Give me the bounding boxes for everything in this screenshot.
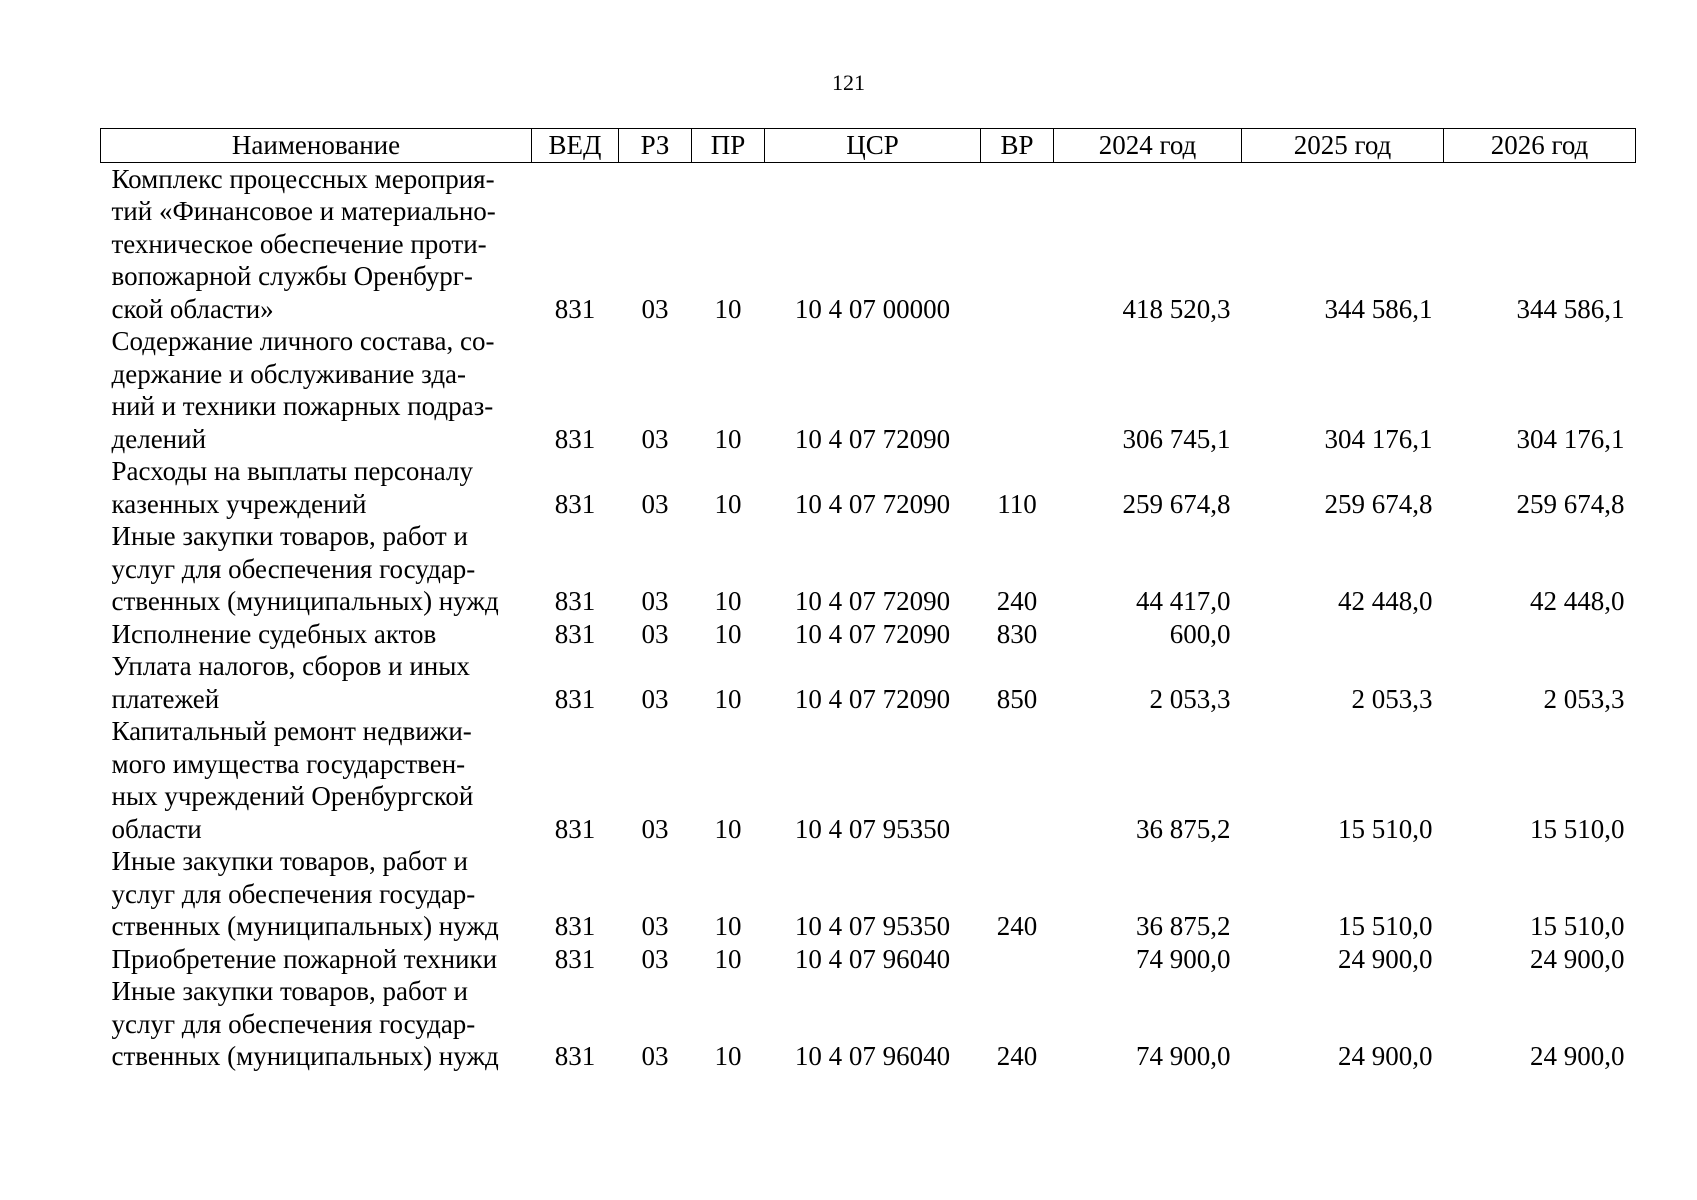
cell-2025: 344 586,1 bbox=[1324, 293, 1433, 324]
cell-ved: 831 bbox=[554, 683, 596, 714]
cell-name bbox=[101, 618, 532, 651]
cell-csr: 10 4 07 95350 bbox=[794, 813, 951, 844]
cell-2025: 24 900,0 bbox=[1338, 943, 1433, 974]
cell-2024: 74 900,0 bbox=[1136, 943, 1231, 974]
cell-rz: 03 bbox=[641, 943, 669, 974]
cell-name-line: держание и обслуживание зда- bbox=[111, 358, 467, 389]
cell-2026: 24 900,0 bbox=[1530, 943, 1625, 974]
cell-name-line: мого имущества государствен- bbox=[111, 748, 466, 779]
header-vr: ВР bbox=[981, 129, 1054, 163]
cell-vr: 850 bbox=[996, 683, 1038, 714]
cell-name bbox=[101, 455, 532, 520]
cell-2024: 259 674,8 bbox=[1122, 488, 1231, 519]
table-header-row bbox=[101, 129, 1636, 163]
cell-vr: 240 bbox=[996, 586, 1038, 616]
cell-2025: 2 053,3 bbox=[1351, 683, 1433, 714]
cell-name bbox=[101, 975, 532, 1073]
cell-pr: 10 bbox=[714, 423, 742, 454]
cell-name-line: ных учреждений Оренбургской bbox=[111, 781, 474, 811]
cell-2026 bbox=[1444, 618, 1636, 651]
cell-ved: 831 bbox=[554, 1041, 596, 1071]
cell-name-line: услуг для обеспечения государ- bbox=[111, 553, 476, 584]
cell-name bbox=[101, 845, 532, 943]
cell-name-line: Приобретение пожарной техники bbox=[111, 943, 498, 974]
cell-pr: 10 bbox=[714, 683, 742, 714]
table-row bbox=[101, 618, 1636, 651]
table-row bbox=[101, 975, 1636, 1073]
cell-name-line: Иные закупки товаров, работ и bbox=[111, 846, 468, 876]
cell-2024: 600,0 bbox=[1169, 618, 1231, 649]
cell-name bbox=[101, 520, 532, 618]
cell-csr: 10 4 07 72090 bbox=[794, 423, 951, 454]
cell-rz: 03 bbox=[641, 293, 669, 324]
cell-pr: 10 bbox=[714, 813, 742, 844]
cell-2025: 24 900,0 bbox=[1338, 1041, 1433, 1071]
table-body bbox=[101, 162, 1636, 1073]
cell-2024: 306 745,1 bbox=[1122, 423, 1231, 454]
header-pr: ПР bbox=[692, 129, 765, 163]
cell-2025: 304 176,1 bbox=[1324, 423, 1433, 454]
cell-csr: 10 4 07 96040 bbox=[794, 1041, 951, 1071]
cell-2024: 36 875,2 bbox=[1136, 813, 1231, 844]
cell-csr: 10 4 07 72090 bbox=[794, 683, 951, 714]
cell-vr bbox=[981, 325, 1054, 455]
cell-vr: 110 bbox=[997, 488, 1037, 519]
cell-2025 bbox=[1242, 618, 1444, 651]
cell-2026: 304 176,1 bbox=[1516, 423, 1625, 454]
cell-name bbox=[101, 943, 532, 976]
cell-rz: 03 bbox=[641, 488, 669, 519]
cell-rz: 03 bbox=[641, 586, 669, 616]
cell-ved: 831 bbox=[554, 943, 596, 974]
cell-vr bbox=[981, 162, 1054, 325]
cell-pr: 10 bbox=[714, 1041, 742, 1071]
cell-rz: 03 bbox=[641, 618, 669, 649]
cell-rz: 03 bbox=[641, 911, 669, 941]
cell-rz: 03 bbox=[641, 1041, 669, 1071]
cell-ved: 831 bbox=[554, 618, 596, 649]
cell-name-line: области bbox=[111, 813, 202, 844]
cell-name-line: услуг для обеспечения государ- bbox=[111, 1008, 476, 1039]
cell-ved: 831 bbox=[554, 488, 596, 519]
cell-name-line: Комплекс процессных мероприя- bbox=[111, 163, 495, 194]
cell-2024: 418 520,3 bbox=[1122, 293, 1231, 324]
cell-name-line: Содержание личного состава, со- bbox=[111, 326, 495, 356]
cell-pr: 10 bbox=[714, 488, 742, 519]
cell-rz: 03 bbox=[641, 423, 669, 454]
cell-name-line: Иные закупки товаров, работ и bbox=[111, 976, 468, 1006]
cell-name-line: ской области» bbox=[111, 293, 274, 324]
cell-2026: 2 053,3 bbox=[1543, 683, 1625, 714]
cell-ved: 831 bbox=[554, 586, 596, 616]
cell-2024: 44 417,0 bbox=[1136, 586, 1231, 616]
cell-csr: 10 4 07 72090 bbox=[794, 618, 951, 649]
table-row bbox=[101, 325, 1636, 455]
cell-name-line: техническое обеспечение проти- bbox=[111, 228, 487, 259]
cell-2025: 42 448,0 bbox=[1338, 586, 1433, 616]
cell-pr: 10 bbox=[714, 911, 742, 941]
budget-table bbox=[100, 128, 1636, 1073]
table-row bbox=[101, 715, 1636, 845]
cell-pr: 10 bbox=[714, 618, 742, 649]
cell-pr: 10 bbox=[714, 586, 742, 616]
cell-csr: 10 4 07 95350 bbox=[794, 911, 951, 941]
cell-name-line: ственных (муниципальных) нужд bbox=[111, 911, 499, 941]
cell-name-line: Капитальный ремонт недвижи- bbox=[111, 716, 472, 746]
table-row bbox=[101, 943, 1636, 976]
cell-name-line: ний и техники пожарных подраз- bbox=[111, 391, 494, 421]
cell-csr: 10 4 07 72090 bbox=[794, 586, 951, 616]
cell-name-line: вопожарной службы Оренбург- bbox=[111, 261, 473, 291]
cell-pr: 10 bbox=[714, 293, 742, 324]
table-row bbox=[101, 845, 1636, 943]
cell-vr: 240 bbox=[996, 1041, 1038, 1071]
cell-vr bbox=[981, 943, 1054, 976]
cell-name-line: делений bbox=[111, 423, 207, 454]
cell-name bbox=[101, 325, 532, 455]
header-ved: ВЕД bbox=[532, 129, 619, 163]
cell-vr: 240 bbox=[996, 911, 1038, 941]
cell-name-line: Расходы на выплаты персоналу bbox=[111, 456, 473, 486]
cell-name-line: казенных учреждений bbox=[111, 488, 367, 519]
cell-2024: 2 053,3 bbox=[1149, 683, 1231, 714]
cell-2026: 344 586,1 bbox=[1516, 293, 1625, 324]
cell-2025: 15 510,0 bbox=[1338, 813, 1433, 844]
header-2026: 2026 год bbox=[1444, 129, 1636, 163]
header-2025: 2025 год bbox=[1242, 129, 1444, 163]
cell-name-line: Иные закупки товаров, работ и bbox=[111, 521, 468, 551]
table-row bbox=[101, 162, 1636, 325]
cell-rz: 03 bbox=[641, 683, 669, 714]
cell-csr: 10 4 07 72090 bbox=[794, 488, 951, 519]
cell-name bbox=[101, 650, 532, 715]
cell-vr bbox=[981, 715, 1054, 845]
cell-name-line: Уплата налогов, сборов и иных bbox=[111, 651, 470, 681]
header-csr: ЦСР bbox=[765, 129, 981, 163]
cell-2026: 24 900,0 bbox=[1530, 1041, 1625, 1071]
header-name: Наименование bbox=[101, 129, 532, 163]
cell-rz: 03 bbox=[641, 813, 669, 844]
cell-ved: 831 bbox=[554, 293, 596, 324]
cell-name-line: Исполнение судебных актов bbox=[111, 618, 437, 649]
cell-2026: 42 448,0 bbox=[1530, 586, 1625, 616]
cell-2026: 15 510,0 bbox=[1530, 911, 1625, 941]
cell-csr: 10 4 07 96040 bbox=[794, 943, 951, 974]
cell-2025: 259 674,8 bbox=[1324, 488, 1433, 519]
cell-2025: 15 510,0 bbox=[1338, 911, 1433, 941]
table-row bbox=[101, 455, 1636, 520]
cell-pr: 10 bbox=[714, 943, 742, 974]
cell-name-line: услуг для обеспечения государ- bbox=[111, 878, 476, 909]
header-rz: РЗ bbox=[619, 129, 692, 163]
cell-csr: 10 4 07 00000 bbox=[794, 293, 951, 324]
cell-2026: 15 510,0 bbox=[1530, 813, 1625, 844]
header-2024: 2024 год bbox=[1054, 129, 1242, 163]
cell-name-line: ственных (муниципальных) нужд bbox=[111, 586, 499, 616]
cell-ved: 831 bbox=[554, 813, 596, 844]
cell-name-line: ственных (муниципальных) нужд bbox=[111, 1041, 499, 1071]
cell-ved: 831 bbox=[554, 911, 596, 941]
cell-2026: 259 674,8 bbox=[1516, 488, 1625, 519]
cell-name-line: платежей bbox=[111, 683, 220, 714]
cell-name-line: тий «Финансовое и материально- bbox=[111, 196, 496, 226]
cell-2024: 36 875,2 bbox=[1136, 911, 1231, 941]
cell-vr: 830 bbox=[996, 618, 1038, 649]
cell-name bbox=[101, 162, 532, 325]
page-number: 121 bbox=[832, 70, 865, 95]
table-row bbox=[101, 650, 1636, 715]
cell-2024: 74 900,0 bbox=[1136, 1041, 1231, 1071]
cell-name bbox=[101, 715, 532, 845]
cell-ved: 831 bbox=[554, 423, 596, 454]
table-row bbox=[101, 520, 1636, 618]
